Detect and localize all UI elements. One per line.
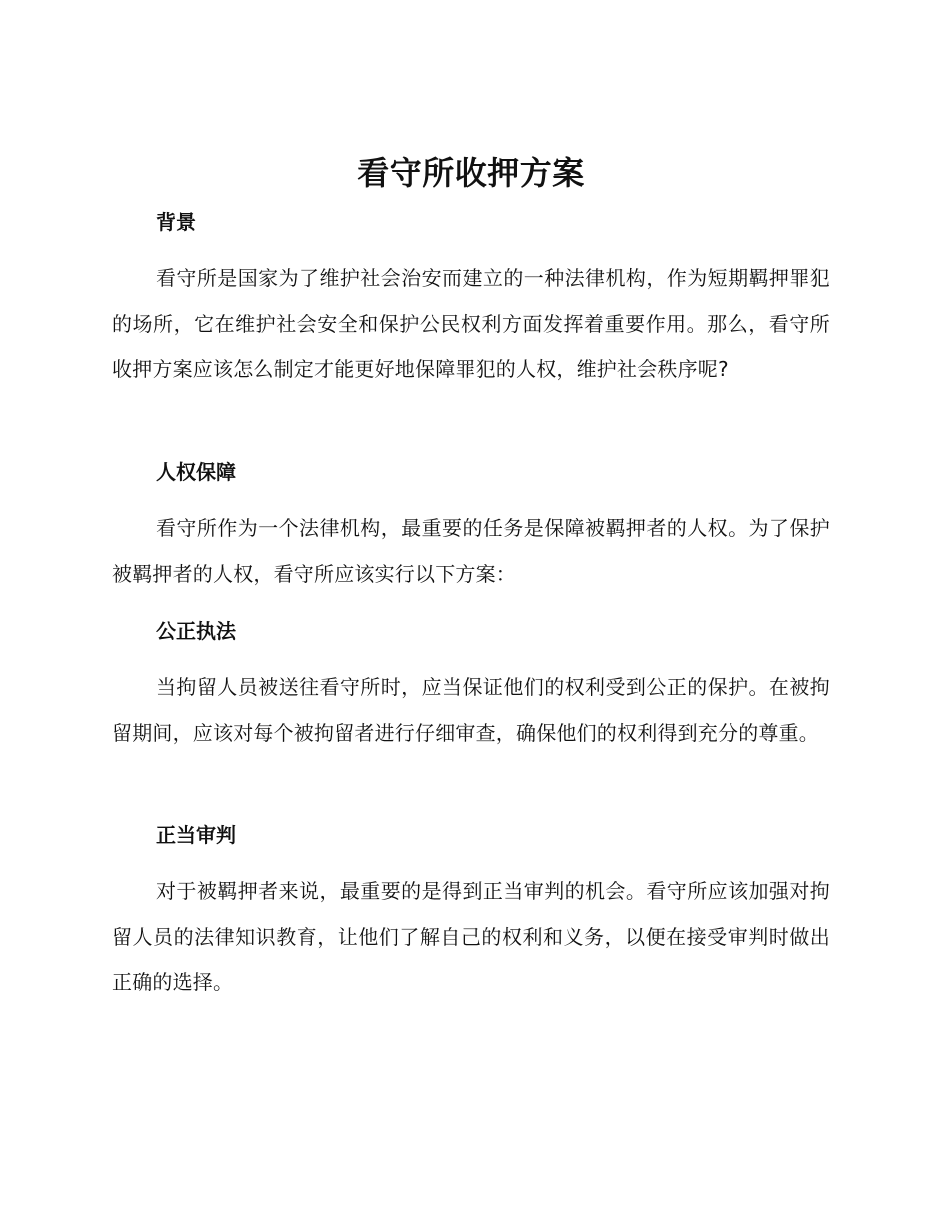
section-paragraph-fair-enforcement: 当拘留人员被送往看守所时，应当保证他们的权利受到公正的保护。在被拘留期间，应该对每个被拘留者进行仔细审查，确保他们的权利得到充分的尊重。 xyxy=(112,675,830,745)
document-title: 看守所收押方案 xyxy=(357,154,585,192)
section-heading-human-rights: 人权保障 xyxy=(156,460,236,484)
section-paragraph-background: 看守所是国家为了维护社会治安而建立的一种法律机构，作为短期羁押罪犯的场所，它在维护社会安全和保护公民权利方面发挥着重要作用。那么，看守所收押方案应该怎么制定才能更好地保障罪犯的人权，维护社会秩序呢? xyxy=(112,266,830,381)
section-paragraph-fair-trial: 对于被羁押者来说，最重要的是得到正当审判的机会。看守所应该加强对拘留人员的法律知识教育，让他们了解自己的权利和义务，以便在接受审判时做出正确的选择。 xyxy=(112,879,830,994)
section-heading-fair-enforcement: 公正执法 xyxy=(156,619,236,643)
section-paragraph-human-rights: 看守所作为一个法律机构，最重要的任务是保障被羁押者的人权。为了保护被羁押者的人权，看守所应该实行以下方案： xyxy=(112,516,830,586)
section-heading-background: 背景 xyxy=(156,210,196,234)
section-heading-fair-trial: 正当审判 xyxy=(156,823,236,847)
